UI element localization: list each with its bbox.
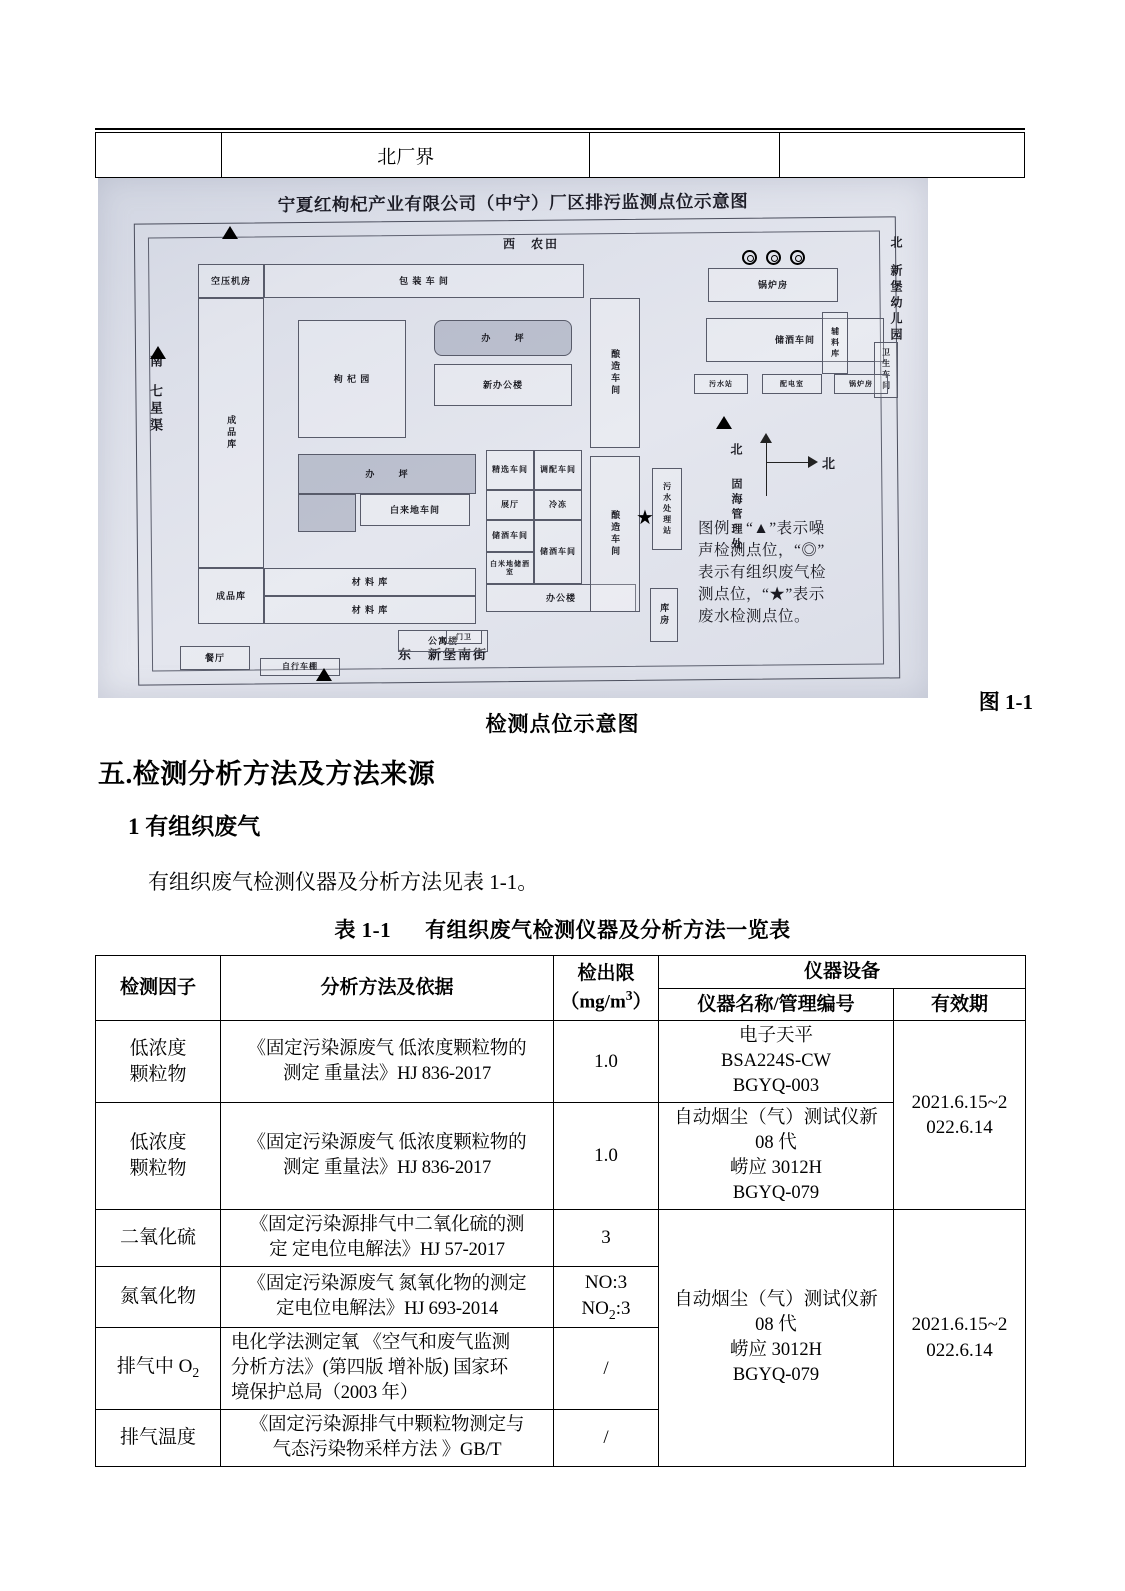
header-detection-limit xyxy=(554,956,659,1021)
cell-method-3 xyxy=(221,1210,554,1267)
block-freezer: 冷冻 xyxy=(534,490,582,520)
table-row-low-conc-particulate-1 xyxy=(96,1021,1026,1103)
block-bicycle-shed: 自行车棚 xyxy=(260,658,340,676)
cell-blank-1 xyxy=(96,133,222,178)
method-line-2: 测定 重量法》HJ 836-2017 xyxy=(282,1063,492,1084)
table-header-row-1 xyxy=(96,956,1026,989)
table-caption-title: 有组织废气检测仪器及分析方法一览表 xyxy=(425,918,791,942)
instrument-line-1: 自动烟尘（气）测试仪新 xyxy=(674,1289,878,1310)
validity-line-2: 022.6.14 xyxy=(926,1117,993,1139)
analysis-methods-table xyxy=(95,955,1026,1467)
compass-up-arrow-icon xyxy=(760,433,772,443)
cell-instrument-2 xyxy=(659,1103,894,1210)
validity-line-1: 2021.6.15~2 xyxy=(911,1091,1008,1113)
header-method: 分析方法及依据 xyxy=(221,956,554,1021)
noise-monitoring-point-southeast-icon xyxy=(316,668,332,681)
block-apartment-building: 公寓楼 xyxy=(398,630,488,652)
header-equipment: 仪器设备 xyxy=(659,956,1026,989)
instrument-line-2: 08 代 xyxy=(755,1133,797,1154)
compass-right-arrow-icon xyxy=(808,456,818,468)
method-line-2: 气态污染物采样方法 》GB/T xyxy=(272,1439,502,1460)
cell-limit-5: / xyxy=(554,1327,659,1409)
cell-instrument-3 xyxy=(659,1210,894,1467)
cell-limit-4 xyxy=(554,1267,659,1328)
header-detection-limit-unit: $(mg/m^3)$ xyxy=(560,987,652,1013)
block-selection-workshop: 精选车间 xyxy=(486,450,534,490)
block-blending-workshop: 调配车间 xyxy=(534,450,582,490)
block-packaging-workshop: 包 装 车 间 xyxy=(264,264,584,298)
method-line-1: 《固定污染源排气中二氧化硫的测 xyxy=(249,1215,525,1236)
cell-instrument-1 xyxy=(659,1021,894,1103)
factor-line-2: 颗粒物 xyxy=(129,1158,187,1180)
canal-label: 七星渠 xyxy=(148,384,163,435)
block-exhibition-hall: 展厅 xyxy=(486,490,534,520)
factor-line-2: 颗粒物 xyxy=(129,1063,187,1085)
block-wine-storage-workshop-1: 储酒车间 xyxy=(486,520,534,552)
legend-line-4: 测点位，“★”表示 xyxy=(698,586,825,603)
instrument-line-4: BGYQ-079 xyxy=(732,1364,820,1385)
cell-blank-3 xyxy=(780,133,1025,178)
compass-north-label: 北 xyxy=(822,456,836,471)
cell-limit-3: 3 xyxy=(554,1210,659,1267)
instrument-line-4: BGYQ-079 xyxy=(732,1183,820,1204)
method-line-3: 境保护总局（2003 年） xyxy=(231,1382,419,1403)
page-top-rule xyxy=(95,128,1025,130)
block-brewing-workshop-2: 酿造车间 xyxy=(590,456,640,612)
block-office-building: 办公楼 xyxy=(486,584,636,612)
legend-line-5: 废水检测点位。 xyxy=(698,608,811,625)
method-line-1: 《固定污染源废气 氮氧化物的测定 xyxy=(247,1273,527,1294)
block-wine-storage-workshop-ne: 储酒车间 xyxy=(706,318,884,362)
method-line-2: 定 定电位电解法》HJ 57-2017 xyxy=(269,1240,505,1261)
legend-line-3: 表示有组织废气检 xyxy=(698,564,827,581)
cell-factor-4: 氮氧化物 xyxy=(96,1267,221,1328)
block-bailai-storage-room: 白米地储酒室 xyxy=(486,552,534,584)
table-caption xyxy=(0,914,1125,944)
cell-method-6 xyxy=(221,1409,554,1466)
method-line-1: 《固定污染源废气 低浓度颗粒物的 xyxy=(247,1133,527,1154)
table-caption-label: 表 1-1 xyxy=(334,918,392,942)
block-goji-garden: 枸 杞 园 xyxy=(298,320,406,438)
block-canteen: 餐厅 xyxy=(180,646,250,670)
block-auxiliary-material-warehouse: 辅料库 xyxy=(822,312,848,374)
direction-east-street-label: 东 新堡南街 xyxy=(398,647,489,662)
factor-line-1: 低浓度 xyxy=(129,1038,187,1060)
cell-limit-6: / xyxy=(554,1409,659,1466)
cell-north-boundary: 北厂界 xyxy=(222,133,590,178)
cell-factor-3: 二氧化硫 xyxy=(96,1210,221,1267)
method-line-1: 《固定污染源排气中颗粒物测定与 xyxy=(249,1414,525,1435)
block-boiler-room: 锅炉房 xyxy=(708,268,838,302)
block-gatehouse: 门卫 xyxy=(446,630,482,644)
factor-line-1: 低浓度 xyxy=(129,1132,187,1154)
header-validity: 有效期 xyxy=(894,988,1026,1021)
header-detection-limit-text: 检出限 xyxy=(577,963,635,985)
block-new-office-building: 新办公楼 xyxy=(434,364,572,406)
legend-line-2: 声检测点位，“◎” xyxy=(698,542,825,559)
method-line-1: 电化学法测定氧 《空气和废气监测 xyxy=(231,1332,510,1353)
block-warehouse: 库房 xyxy=(650,588,678,642)
figure-number: 图 1-1 xyxy=(978,690,1033,714)
cell-blank-2 xyxy=(590,133,780,178)
block-bailai-workshop: 白来地车间 xyxy=(360,494,470,526)
noise-monitoring-point-east-icon xyxy=(716,416,732,429)
subsection-heading: 1 有组织废气 xyxy=(128,814,261,839)
body-paragraph: 有组织废气检测仪器及分析方法见表 1-1。 xyxy=(148,870,539,894)
block-yard-1: 办 坪 xyxy=(434,320,572,356)
cell-factor-5: 排气中 $O_2$ xyxy=(96,1327,221,1409)
cell-method-2 xyxy=(221,1103,554,1210)
direction-west-label: 西 农田 xyxy=(503,237,560,251)
stack-gas-monitoring-point-3-icon xyxy=(790,250,805,265)
table-row-low-conc-particulate-2 xyxy=(96,1103,1026,1210)
instrument-line-2: BSA224S-CW xyxy=(721,1051,831,1072)
method-line-2: 测定 重量法》HJ 836-2017 xyxy=(282,1158,492,1179)
block-finished-goods-warehouse-2: 成品库 xyxy=(198,568,264,624)
cell-factor-2 xyxy=(96,1103,221,1210)
cell-limit-2: 1.0 xyxy=(554,1103,659,1210)
method-line-2: 定电位电解法》HJ 693-2014 xyxy=(276,1298,498,1319)
stack-gas-monitoring-point-2-icon xyxy=(766,250,781,265)
guhai-office-label: 固海管理处 xyxy=(730,478,742,553)
block-material-warehouse-2: 材 料 库 xyxy=(264,596,476,624)
header-factor: 检测因子 xyxy=(96,956,221,1021)
block-distribution-room: 配电室 xyxy=(762,374,822,394)
cell-limit-1: 1.0 xyxy=(554,1021,659,1103)
block-yard-2: 办 坪 xyxy=(298,454,476,494)
stack-gas-monitoring-point-1-icon xyxy=(742,250,757,265)
validity-line-2: 022.6.14 xyxy=(926,1339,993,1361)
method-line-2: 分析方法》(第四版 增补版) 国家环 xyxy=(231,1357,508,1378)
block-air-compressor-room: 空压机房 xyxy=(198,264,264,298)
instrument-line-2: 08 代 xyxy=(755,1314,797,1335)
table-row-sulfur-dioxide xyxy=(96,1210,1026,1267)
noise-monitoring-point-south-icon xyxy=(150,346,166,359)
instrument-line-3: 崂应 3012H xyxy=(730,1158,822,1179)
instrument-line-3: BGYQ-003 xyxy=(732,1076,820,1097)
block-finished-goods-warehouse-1: 成品库 xyxy=(198,298,264,568)
cell-method-1 xyxy=(221,1021,554,1103)
instrument-line-1: 自动烟尘（气）测试仪新 xyxy=(674,1108,878,1129)
direction-north-label: 北 xyxy=(889,236,903,252)
block-sanitary-workshop: 卫生车间 xyxy=(874,342,898,398)
noise-monitoring-point-north-icon xyxy=(222,226,238,239)
figure-caption: 检测点位示意图 xyxy=(485,712,640,736)
direction-north-inner-label: 北 xyxy=(729,443,743,459)
compass-rose xyxy=(738,438,836,498)
block-wine-storage-workshop-2: 储酒车间 xyxy=(534,520,582,584)
instrument-line-3: 崂应 3012H xyxy=(730,1339,822,1360)
instrument-line-1: 电子天平 xyxy=(738,1026,813,1047)
validity-line-1: 2021.6.15~2 xyxy=(911,1314,1008,1336)
section-heading: 五.检测分析方法及方法来源 xyxy=(98,759,436,789)
block-wastewater-treatment-station: 污水处理站 xyxy=(652,468,682,550)
cell-method-4 xyxy=(221,1267,554,1328)
table-row xyxy=(96,133,1025,178)
block-spare-room: 锅炉房 xyxy=(834,374,888,394)
cell-factor-1 xyxy=(96,1021,221,1103)
kindergarten-label: 新堡幼儿园 xyxy=(889,264,903,344)
block-yard-3 xyxy=(298,494,356,532)
site-map-title: 宁夏红枸杞产业有限公司（中宁）厂区排污监测点位示意图 xyxy=(277,190,749,216)
map-legend xyxy=(698,518,888,628)
limit-line-1: NO:3 xyxy=(584,1272,628,1293)
site-map-figure xyxy=(98,178,928,698)
cell-method-5 xyxy=(221,1327,554,1409)
limit-line-2: $NO_2:3$ xyxy=(581,1297,631,1322)
cell-validity-2 xyxy=(894,1210,1026,1467)
compass-vertical-line xyxy=(766,438,767,496)
block-brewing-workshop-1: 酿造车间 xyxy=(590,298,640,448)
cell-factor-6: 排气温度 xyxy=(96,1409,221,1466)
compass-horizontal-line xyxy=(766,462,812,463)
block-sewage-station: 污水站 xyxy=(694,374,748,394)
wastewater-monitoring-point-icon: ★ xyxy=(636,507,654,529)
method-line-1: 《固定污染源废气 低浓度颗粒物的 xyxy=(247,1038,527,1059)
block-material-warehouse-1: 材 料 库 xyxy=(264,568,476,596)
header-equipment-name: 仪器名称/管理编号 xyxy=(659,988,894,1021)
cell-validity-1 xyxy=(894,1021,1026,1210)
continued-table xyxy=(95,132,1025,178)
direction-south-label: 南 xyxy=(148,354,163,371)
legend-line-1: 图例：“▲”表示噪 xyxy=(698,520,825,537)
